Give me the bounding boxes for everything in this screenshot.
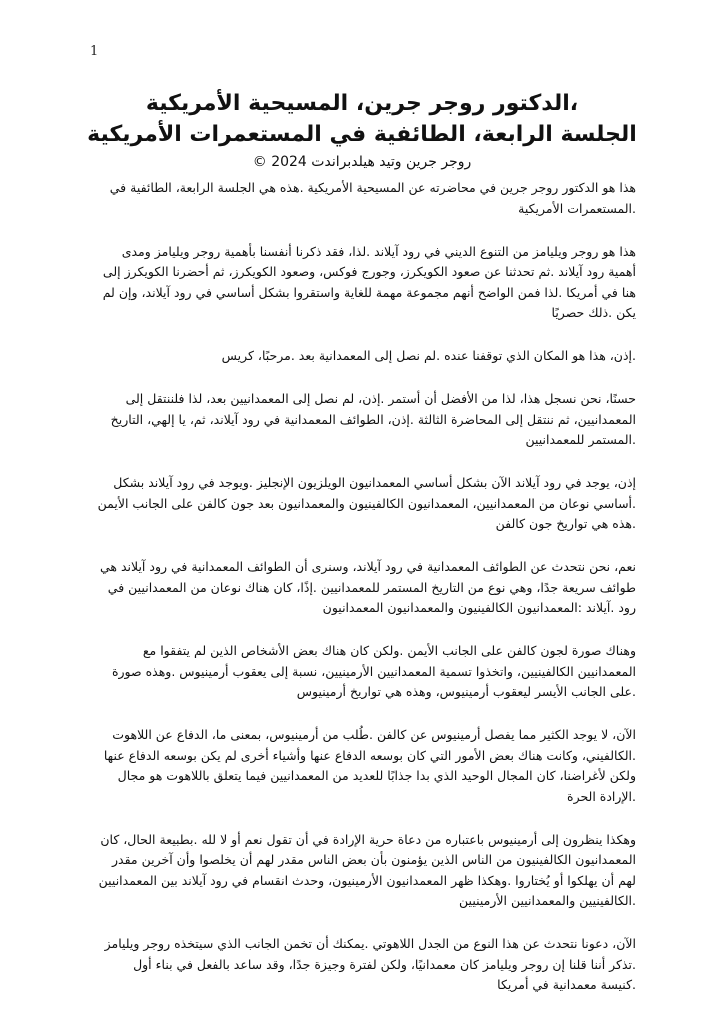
- copyright-line: روجر جرين وتيد هيلدبراندت 2024 ©: [252, 154, 472, 170]
- document-body: [96, 178, 636, 1018]
- paragraph: وهناك صورة لجون كالفن على الجانب الأيمن .ولكن كان هناك بعض الأشخاص الذين لم يتفقوا مع المعمدانيين الكالفينيين، واتخذوا تسمية المعمدانيين الأرمينيين، نسبة إلى يعقوب أرمينيوس .وهذه صورة .على الجانب الأيسر ليعقوب أرمينيوس، وهذه هي تواريخ أرمينيوس: [111, 643, 636, 699]
- paragraph: وهكذا ينظرون إلى أرمينيوس باعتباره من دعاة حرية الإرادة في أن تقول نعم أو لا لله .بطبيعة الحال، كان المعمدانيون الكالفينيون من الناس الذين يؤمنون بأن بعض الناس مقدر لهم أن يخلصوا وأن آخرين مقدر لهم أن يهلكوا أو يُختاروا .وهكذا ظهر المعمدانيون الأرمينيون، وحدث انقسام في رود آيلاند بين المعمدانيين .الكالفينيين والمعمدانيين الأرمينيين: [98, 831, 636, 908]
- title-line-1: ،الدكتور روجر جرين، المسيحية الأمريكية: [145, 91, 579, 116]
- paragraph: الآن، دعونا نتحدث عن هذا النوع من الجدل اللاهوتي .يمكنك أن تخمن الجانب الذي سيتخذه روجر ويليامز .تذكر أننا قلنا إن روجر ويليامز كان معمدانيًا، ولكن لفترة وجيزة جدًا، وقد ساعد بالفعل في بناء أول .كنيسة معمدانية في أمريكا: [104, 936, 636, 992]
- paragraph: .إذن، هذا هو المكان الذي توقفنا عنده .لم نصل إلى المعمدانية بعد .مرحبًا، كريس: [221, 348, 636, 363]
- paragraph: هذا هو الدكتور روجر جرين في محاضرته عن المسيحية الأمريكية .هذه هي الجلسة الرابعة، الطائفية في .المستعمرات الأمريكية: [109, 180, 636, 216]
- paragraph: إذن، يوجد في رود آيلاند الآن بشكل أساسي المعمدانيون الويلزيون الإنجليز .ويوجد في رود آيلاند بشكل .أساسي نوعان من المعمدانيين، المعمدانيون الكالفينيون والمعمدانيون بعد جون كالفن على الجانب الأيمن .هذه هي تواريخ جون كالفن: [97, 475, 636, 531]
- page-number: 1: [90, 44, 99, 59]
- paragraph: الآن، لا يوجد الكثير مما يفصل أرمينيوس عن كالفن .طُلب من أرمينيوس، بمعنى ما، الدفاع عن اللاهوت .الكالفيني، وكانت هناك بعض الأمور التي كان بوسعه الدفاع عنها وأشياء أخرى لم يكن بوسعه الدفاع عنها ولكن لأغراضنا، كان المجال الوحيد الذي بدا جذابًا للعديد من المعمدانيين فيما يتعلق باللاهوت هو مجال .الإرادة الحرة: [103, 727, 636, 804]
- paragraph: نعم، نحن نتحدث عن الطوائف المعمدانية في رود آيلاند، وسنرى أن الطوائف المعمدانية في رود آيلاند هي طوائف سريعة جدًا، وهي نوع من التاريخ المستمر للمعمدانيين .إذًا، كان هناك نوعان من المعمدانيين في رود .آيلاند :المعمدانيون الكالفينيون والمعمدانيون المعمدانيون: [99, 559, 636, 615]
- title-line-2: الجلسة الرابعة، الطائفية في المستعمرات الأمريكية: [87, 122, 637, 147]
- paragraph: حسنًا، نحن نسجل هذا، لذا من الأفضل أن أستمر .إذن، لم نصل إلى المعمدانيين بعد، لذا فلننتقل إلى المعمدانيين، ثم ننتقل إلى المحاضرة الثالثة .إذن، الطوائف المعمدانية في رود آيلاند، ثم، يا إلهي، التاريخ .المستمر للمعمدانيين: [110, 391, 636, 447]
- document-header: [60, 88, 664, 172]
- paragraph: هذا هو روجر ويليامز من التنوع الديني في رود آيلاند .لذا، فقد ذكرنا أنفسنا بأهمية روجر ويليامز ومدى أهمية رود آيلاند .ثم تحدثنا عن صعود الكويكرز، وجورج فوكس، وصعود الكويكرز، ثم أحضرنا الكويكرز إلى هنا في أمريكا .لذا فمن الواضح أنهم مجموعة مهمة للغاية واستقروا بشكل أساسي في رود آيلاند، وإن لم يكن .ذلك حصريًا: [102, 243, 636, 320]
